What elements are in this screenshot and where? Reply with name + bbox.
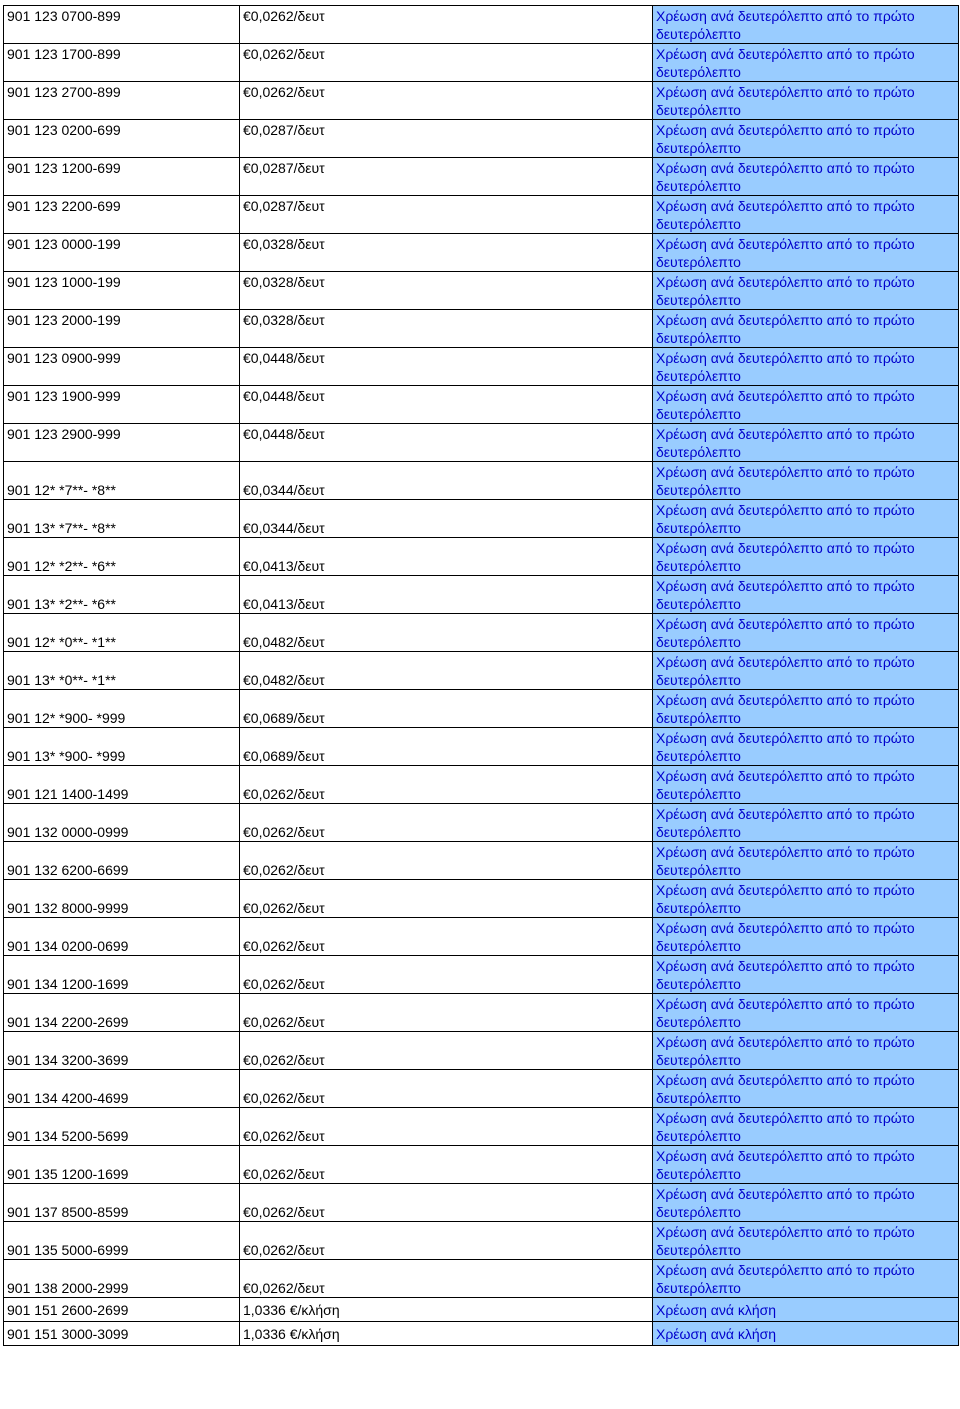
table-row (4, 804, 959, 842)
number-cell: 901 151 3000-3099 (4, 1322, 240, 1346)
price-cell: €0,0262/δευτ (240, 1032, 653, 1070)
charge-description-cell: Χρέωση ανά δευτερόλεπτο από το πρώτο δευτερόλεπτο (653, 1184, 959, 1222)
charge-description-cell: Χρέωση ανά δευτερόλεπτο από το πρώτο δευτερόλεπτο (653, 462, 959, 500)
number-cell: 901 123 2900-999 (4, 424, 240, 462)
charge-description-cell: Χρέωση ανά δευτερόλεπτο από το πρώτο δευτερόλεπτο (653, 1108, 959, 1146)
charge-description-cell: Χρέωση ανά δευτερόλεπτο από το πρώτο δευτερόλεπτο (653, 424, 959, 462)
table-row (4, 1108, 959, 1146)
charge-description-cell: Χρέωση ανά δευτερόλεπτο από το πρώτο δευτερόλεπτο (653, 386, 959, 424)
number-cell: 901 137 8500-8599 (4, 1184, 240, 1222)
table-row (4, 234, 959, 272)
charge-description-cell: Χρέωση ανά δευτερόλεπτο από το πρώτο δευτερόλεπτο (653, 652, 959, 690)
price-cell: €0,0262/δευτ (240, 6, 653, 44)
number-cell: 901 132 6200-6699 (4, 842, 240, 880)
price-cell: €0,0448/δευτ (240, 424, 653, 462)
charge-description-cell: Χρέωση ανά δευτερόλεπτο από το πρώτο δευτερόλεπτο (653, 1260, 959, 1298)
charge-description-cell: Χρέωση ανά δευτερόλεπτο από το πρώτο δευτερόλεπτο (653, 44, 959, 82)
table-row (4, 576, 959, 614)
table-row (4, 310, 959, 348)
rate-table (3, 5, 959, 1346)
price-cell: €0,0328/δευτ (240, 310, 653, 348)
table-row (4, 6, 959, 44)
price-cell: €0,0262/δευτ (240, 918, 653, 956)
price-cell: €0,0262/δευτ (240, 1146, 653, 1184)
charge-description-cell: Χρέωση ανά κλήση (653, 1322, 959, 1346)
table-row (4, 424, 959, 462)
table-row (4, 1070, 959, 1108)
number-cell: 901 123 1000-199 (4, 272, 240, 310)
number-cell: 901 134 3200-3699 (4, 1032, 240, 1070)
price-cell: €0,0287/δευτ (240, 158, 653, 196)
charge-description-cell: Χρέωση ανά δευτερόλεπτο από το πρώτο δευτερόλεπτο (653, 918, 959, 956)
number-cell: 901 12* *2**- *6** (4, 538, 240, 576)
charge-description-cell: Χρέωση ανά δευτερόλεπτο από το πρώτο δευτερόλεπτο (653, 956, 959, 994)
charge-description-cell: Χρέωση ανά δευτερόλεπτο από το πρώτο δευτερόλεπτο (653, 500, 959, 538)
price-cell: €0,0344/δευτ (240, 462, 653, 500)
number-cell: 901 123 2000-199 (4, 310, 240, 348)
number-cell: 901 123 1900-999 (4, 386, 240, 424)
table-row (4, 158, 959, 196)
table-row (4, 44, 959, 82)
table-row (4, 1222, 959, 1260)
price-cell: €0,0689/δευτ (240, 690, 653, 728)
price-cell: €0,0344/δευτ (240, 500, 653, 538)
price-cell: €0,0262/δευτ (240, 880, 653, 918)
price-cell: €0,0262/δευτ (240, 1184, 653, 1222)
table-row (4, 842, 959, 880)
table-row (4, 1146, 959, 1184)
charge-description-cell: Χρέωση ανά δευτερόλεπτο από το πρώτο δευτερόλεπτο (653, 804, 959, 842)
number-cell: 901 12* *0**- *1** (4, 614, 240, 652)
table-row (4, 1322, 959, 1346)
charge-description-cell: Χρέωση ανά δευτερόλεπτο από το πρώτο δευτερόλεπτο (653, 690, 959, 728)
number-cell: 901 123 0900-999 (4, 348, 240, 386)
charge-description-cell: Χρέωση ανά δευτερόλεπτο από το πρώτο δευτερόλεπτο (653, 1222, 959, 1260)
charge-description-cell: Χρέωση ανά δευτερόλεπτο από το πρώτο δευτερόλεπτο (653, 1070, 959, 1108)
number-cell: 901 132 0000-0999 (4, 804, 240, 842)
number-cell: 901 134 4200-4699 (4, 1070, 240, 1108)
table-row (4, 462, 959, 500)
table-row (4, 766, 959, 804)
price-cell: €0,0482/δευτ (240, 614, 653, 652)
price-cell: €0,0262/δευτ (240, 82, 653, 120)
charge-description-cell: Χρέωση ανά δευτερόλεπτο από το πρώτο δευτερόλεπτο (653, 234, 959, 272)
table-row (4, 1184, 959, 1222)
price-cell: €0,0448/δευτ (240, 348, 653, 386)
table-row (4, 652, 959, 690)
charge-description-cell: Χρέωση ανά δευτερόλεπτο από το πρώτο δευτερόλεπτο (653, 348, 959, 386)
charge-description-cell: Χρέωση ανά δευτερόλεπτο από το πρώτο δευτερόλεπτο (653, 82, 959, 120)
table-row (4, 918, 959, 956)
charge-description-cell: Χρέωση ανά δευτερόλεπτο από το πρώτο δευτερόλεπτο (653, 158, 959, 196)
number-cell: 901 135 1200-1699 (4, 1146, 240, 1184)
number-cell: 901 13* *900- *999 (4, 728, 240, 766)
number-cell: 901 13* *2**- *6** (4, 576, 240, 614)
number-cell: 901 134 2200-2699 (4, 994, 240, 1032)
table-row (4, 1298, 959, 1322)
price-cell: €0,0262/δευτ (240, 766, 653, 804)
charge-description-cell: Χρέωση ανά δευτερόλεπτο από το πρώτο δευτερόλεπτο (653, 272, 959, 310)
table-row (4, 1032, 959, 1070)
table-row (4, 880, 959, 918)
number-cell: 901 12* *7**- *8** (4, 462, 240, 500)
number-cell: 901 123 1700-899 (4, 44, 240, 82)
price-cell: €0,0262/δευτ (240, 44, 653, 82)
price-cell: 1,0336 €/κλήση (240, 1322, 653, 1346)
charge-description-cell: Χρέωση ανά κλήση (653, 1298, 959, 1322)
charge-description-cell: Χρέωση ανά δευτερόλεπτο από το πρώτο δευτερόλεπτο (653, 6, 959, 44)
table-row (4, 538, 959, 576)
table-row (4, 1260, 959, 1298)
price-cell: €0,0287/δευτ (240, 120, 653, 158)
table-row (4, 956, 959, 994)
table-row (4, 614, 959, 652)
price-cell: €0,0413/δευτ (240, 576, 653, 614)
price-cell: €0,0328/δευτ (240, 234, 653, 272)
charge-description-cell: Χρέωση ανά δευτερόλεπτο από το πρώτο δευτερόλεπτο (653, 1146, 959, 1184)
number-cell: 901 13* *7**- *8** (4, 500, 240, 538)
number-cell: 901 121 1400-1499 (4, 766, 240, 804)
table-row (4, 120, 959, 158)
price-cell: 1,0336 €/κλήση (240, 1298, 653, 1322)
number-cell: 901 151 2600-2699 (4, 1298, 240, 1322)
table-row (4, 196, 959, 234)
price-cell: €0,0689/δευτ (240, 728, 653, 766)
charge-description-cell: Χρέωση ανά δευτερόλεπτο από το πρώτο δευτερόλεπτο (653, 728, 959, 766)
table-row (4, 348, 959, 386)
price-cell: €0,0262/δευτ (240, 1260, 653, 1298)
charge-description-cell: Χρέωση ανά δευτερόλεπτο από το πρώτο δευτερόλεπτο (653, 766, 959, 804)
charge-description-cell: Χρέωση ανά δευτερόλεπτο από το πρώτο δευτερόλεπτο (653, 120, 959, 158)
charge-description-cell: Χρέωση ανά δευτερόλεπτο από το πρώτο δευτερόλεπτο (653, 614, 959, 652)
charge-description-cell: Χρέωση ανά δευτερόλεπτο από το πρώτο δευτερόλεπτο (653, 310, 959, 348)
number-cell: 901 123 0700-899 (4, 6, 240, 44)
table-row (4, 994, 959, 1032)
charge-description-cell: Χρέωση ανά δευτερόλεπτο από το πρώτο δευτερόλεπτο (653, 576, 959, 614)
price-cell: €0,0262/δευτ (240, 842, 653, 880)
table-row (4, 272, 959, 310)
number-cell: 901 134 5200-5699 (4, 1108, 240, 1146)
charge-description-cell: Χρέωση ανά δευτερόλεπτο από το πρώτο δευτερόλεπτο (653, 538, 959, 576)
price-cell: €0,0262/δευτ (240, 956, 653, 994)
table-row (4, 690, 959, 728)
charge-description-cell: Χρέωση ανά δευτερόλεπτο από το πρώτο δευτερόλεπτο (653, 880, 959, 918)
table-row (4, 500, 959, 538)
number-cell: 901 123 0000-199 (4, 234, 240, 272)
price-cell: €0,0262/δευτ (240, 1070, 653, 1108)
charge-description-cell: Χρέωση ανά δευτερόλεπτο από το πρώτο δευτερόλεπτο (653, 842, 959, 880)
price-cell: €0,0262/δευτ (240, 804, 653, 842)
table-row (4, 386, 959, 424)
price-cell: €0,0482/δευτ (240, 652, 653, 690)
rate-table-body (4, 6, 959, 1346)
number-cell: 901 123 1200-699 (4, 158, 240, 196)
price-cell: €0,0287/δευτ (240, 196, 653, 234)
price-cell: €0,0262/δευτ (240, 1108, 653, 1146)
number-cell: 901 132 8000-9999 (4, 880, 240, 918)
price-cell: €0,0262/δευτ (240, 994, 653, 1032)
price-cell: €0,0328/δευτ (240, 272, 653, 310)
price-cell: €0,0262/δευτ (240, 1222, 653, 1260)
number-cell: 901 123 2700-899 (4, 82, 240, 120)
number-cell: 901 134 1200-1699 (4, 956, 240, 994)
number-cell: 901 13* *0**- *1** (4, 652, 240, 690)
table-row (4, 82, 959, 120)
number-cell: 901 123 2200-699 (4, 196, 240, 234)
charge-description-cell: Χρέωση ανά δευτερόλεπτο από το πρώτο δευτερόλεπτο (653, 1032, 959, 1070)
number-cell: 901 134 0200-0699 (4, 918, 240, 956)
charge-description-cell: Χρέωση ανά δευτερόλεπτο από το πρώτο δευτερόλεπτο (653, 196, 959, 234)
charge-description-cell: Χρέωση ανά δευτερόλεπτο από το πρώτο δευτερόλεπτο (653, 994, 959, 1032)
number-cell: 901 123 0200-699 (4, 120, 240, 158)
number-cell: 901 135 5000-6999 (4, 1222, 240, 1260)
price-cell: €0,0448/δευτ (240, 386, 653, 424)
price-cell: €0,0413/δευτ (240, 538, 653, 576)
table-row (4, 728, 959, 766)
number-cell: 901 138 2000-2999 (4, 1260, 240, 1298)
number-cell: 901 12* *900- *999 (4, 690, 240, 728)
